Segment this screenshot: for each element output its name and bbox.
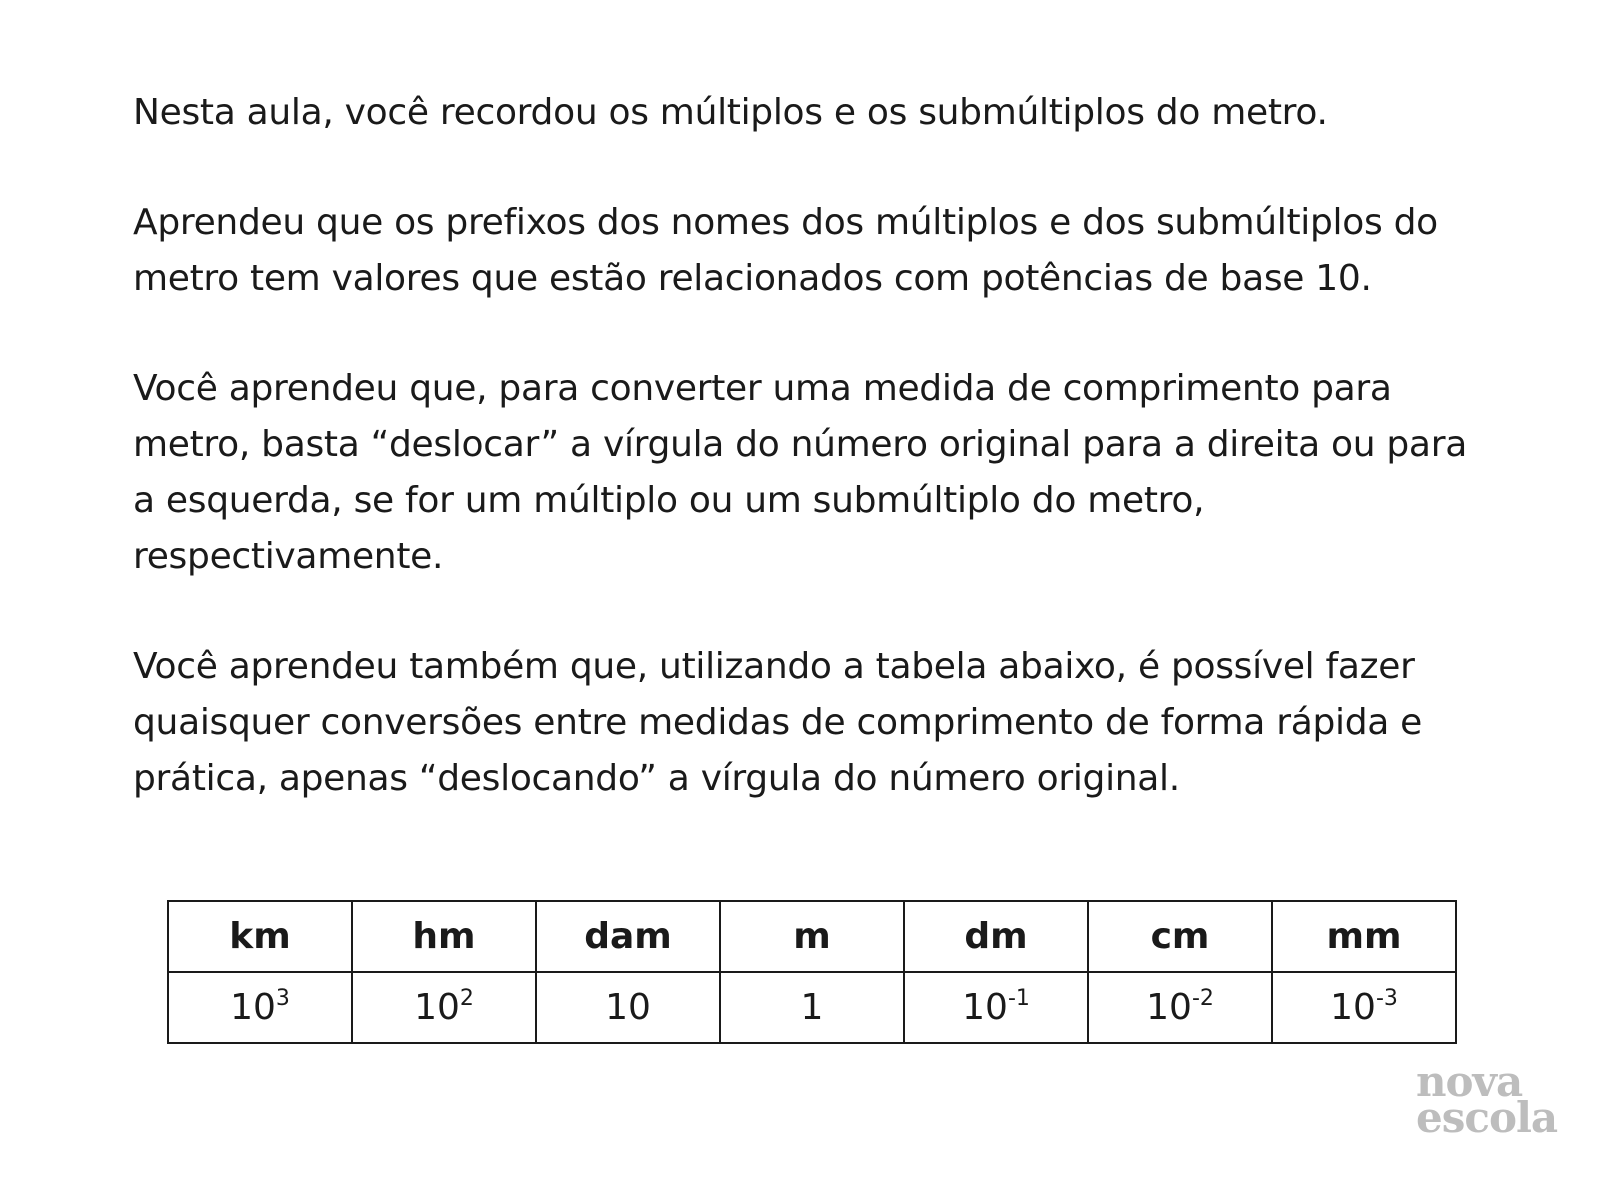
table-values-row [168,972,1456,1043]
value-cell-mm [1272,972,1456,1043]
value-base: 10 [1330,987,1376,1028]
unit-conversion-table [167,900,1457,1044]
unit-header-m: m [720,901,904,972]
value-base: 10 [605,987,651,1028]
logo-line-escola: escola [1416,1093,1558,1142]
logo-line-nova: nova [1416,1057,1523,1106]
value-cell-m [720,972,904,1043]
nova-escola-logo [1416,1057,1558,1142]
value-base: 10 [1146,987,1192,1028]
unit-header-km: km [168,901,352,972]
lesson-summary [133,85,1493,861]
value-exponent: -1 [1007,986,1030,1011]
paragraph-1: Nesta aula, você recordou os múltiplos e os submúltiplos do metro. [133,92,1328,133]
unit-conversion-table-wrapper [167,900,1457,1044]
unit-header-dm: dm [904,901,1088,972]
value-cell-dam [536,972,720,1043]
paragraph-2: Aprendeu que os prefixos dos nomes dos múltiplos e dos submúltiplos do metro tem valores que estão relacionados com potências de base 10. [133,202,1438,299]
value-exponent: -3 [1375,986,1398,1011]
value-cell-hm [352,972,536,1043]
value-base: 10 [230,987,276,1028]
value-cell-dm [904,972,1088,1043]
value-exponent: 3 [275,986,290,1011]
unit-header-mm: mm [1272,901,1456,972]
value-cell-km [168,972,352,1043]
value-base: 1 [800,987,824,1028]
value-exponent: -2 [1191,986,1214,1011]
paragraph-4: Você aprendeu também que, utilizando a tabela abaixo, é possível fazer quaisquer conversões entre medidas de comprimento de forma rápida e prática, apenas “deslocando” a vírgula do número original. [133,646,1423,799]
value-base: 10 [962,987,1008,1028]
value-base: 10 [414,987,460,1028]
unit-header-cm: cm [1088,901,1272,972]
paragraph-3: Você aprendeu que, para converter uma medida de comprimento para metro, basta “deslocar” a vírgula do número original para a direita ou para a esquerda, se for um múltiplo ou um submúltiplo do metro, respectivamente. [133,368,1467,577]
table-header-row [168,901,1456,972]
value-cell-cm [1088,972,1272,1043]
value-exponent: 2 [459,986,474,1011]
unit-header-hm: hm [352,901,536,972]
unit-header-dam: dam [536,901,720,972]
